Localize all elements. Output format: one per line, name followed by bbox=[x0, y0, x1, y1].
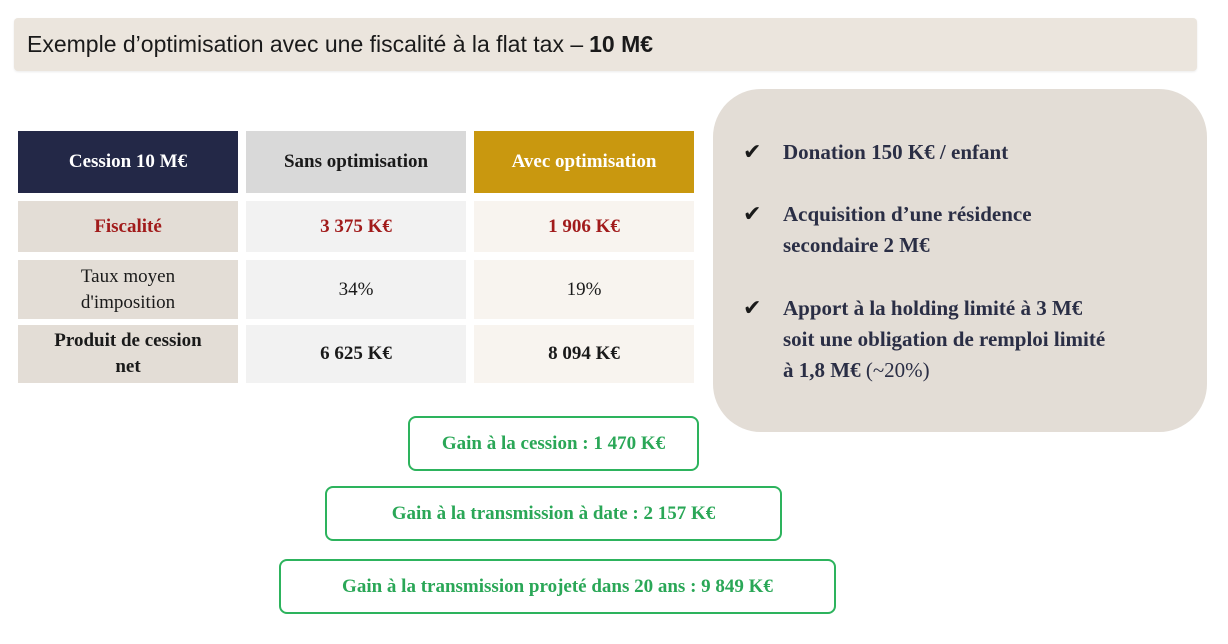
row-produit-label-line2: net bbox=[115, 356, 141, 377]
row-taux-sans: 34% bbox=[246, 260, 466, 319]
panel-item-holding bbox=[743, 293, 1105, 386]
gain-transmission-date-box: Gain à la transmission à date : 2 157 K€ bbox=[325, 486, 782, 541]
checkmark-icon: ✔ bbox=[743, 202, 762, 227]
panel-item-line2: soit une obligation de remploi limité bbox=[783, 327, 1106, 351]
panel-item-line3 bbox=[783, 355, 1105, 386]
row-produit-avec: 8 094 K€ bbox=[474, 325, 694, 383]
header-sans-optimisation: Sans optimisation bbox=[246, 131, 466, 193]
gain-cession-box: Gain à la cession : 1 470 K€ bbox=[408, 416, 699, 471]
row-taux-label-line2: d'imposition bbox=[80, 291, 176, 313]
panel-item-note: (~20%) bbox=[865, 358, 930, 382]
row-fiscalite-label: Fiscalité bbox=[18, 201, 238, 252]
row-produit-sans: 6 625 K€ bbox=[246, 325, 466, 383]
panel-item-text: Donation 150 K€ / enfant bbox=[783, 140, 1009, 164]
panel-item-donation bbox=[743, 137, 1008, 168]
panel-item-text bbox=[783, 293, 1105, 386]
checkmark-icon: ✔ bbox=[743, 296, 762, 321]
row-taux-label bbox=[18, 260, 238, 319]
row-produit-label bbox=[18, 325, 238, 383]
panel-item-line1: Apport à la holding limité à 3 M€ bbox=[783, 296, 1083, 320]
optimisation-panel bbox=[713, 89, 1207, 432]
header-avec-optimisation: Avec optimisation bbox=[474, 131, 694, 193]
title-text: Exemple d’optimisation avec une fiscalité à la flat tax – bbox=[27, 31, 584, 57]
page-title bbox=[14, 18, 1197, 71]
panel-item-residence bbox=[743, 199, 1032, 261]
row-taux-label-line1: Taux moyen bbox=[80, 265, 176, 287]
row-fiscalite-sans: 3 375 K€ bbox=[246, 201, 466, 252]
row-taux-avec: 19% bbox=[474, 260, 694, 319]
row-fiscalite-avec: 1 906 K€ bbox=[474, 201, 694, 252]
row-produit-label-line1: Produit de cession bbox=[54, 330, 202, 352]
panel-item-line2: secondaire 2 M€ bbox=[783, 233, 930, 257]
title-bold: 10 M€ bbox=[589, 31, 654, 57]
checkmark-icon: ✔ bbox=[743, 140, 762, 165]
panel-item-line1: Acquisition d’une résidence bbox=[783, 202, 1032, 226]
header-cession: Cession 10 M€ bbox=[18, 131, 238, 193]
panel-item-text bbox=[783, 199, 1032, 261]
panel-item-line3-bold: à 1,8 M€ bbox=[783, 358, 861, 382]
gain-transmission-20-ans-box: Gain à la transmission projeté dans 20 ans : 9 849 K€ bbox=[279, 559, 836, 614]
